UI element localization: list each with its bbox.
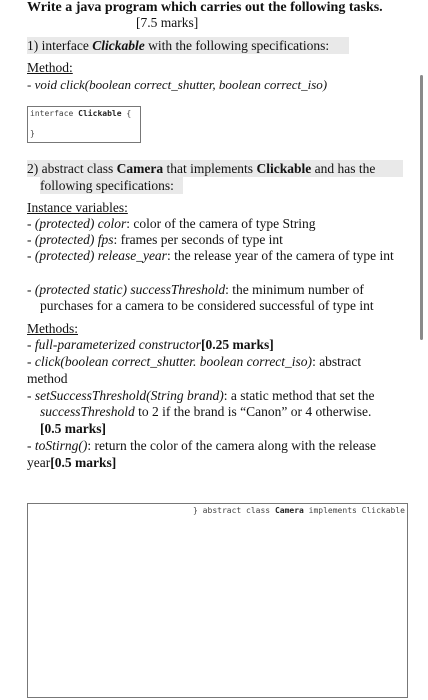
part2-heading-line2: following specifications: xyxy=(40,177,183,194)
method-tostring-cont: year[0.5 marks] xyxy=(27,455,117,470)
code-line-1: interface Clickable { xyxy=(30,109,132,118)
method-set-threshold: - setSuccessThreshold(String brand): a static method that set the xyxy=(27,388,375,403)
interface-code-box[interactable] xyxy=(27,106,141,143)
var-release-year: - (protected) release_year: the release year of the camera of type int xyxy=(27,248,394,263)
method-signature: - void click(boolean correct_shutter, boolean correct_iso) xyxy=(27,77,328,92)
var-color: - (protected) color: color of the camera of type String xyxy=(27,216,316,231)
method-click: - click(boolean correct_shutter. boolean correct_iso): abstract xyxy=(27,354,362,369)
method-tostring: - toStirng(): return the color of the camera along with the release xyxy=(27,438,376,453)
camera-code-box[interactable] xyxy=(27,503,408,698)
part1-heading: 1) interface Clickable with the following specifications: xyxy=(27,37,349,54)
part2-heading: 2) abstract class Camera that implements Clickable and has the xyxy=(27,160,403,177)
instance-variables-label: Instance variables: xyxy=(27,200,128,215)
total-marks: [7.5 marks] xyxy=(136,15,199,30)
var-success-threshold: - (protected static) successThreshold: the minimum number of purchases for a camera to be considered successful of type int xyxy=(27,282,374,313)
method-click-cont: method xyxy=(27,371,68,386)
code-line-2: } xyxy=(30,129,35,138)
method-set-threshold-marks: [0.5 marks] xyxy=(40,421,106,436)
method-set-threshold-cont: successThreshold to 2 if the brand is “Canon” or 4 otherwise. xyxy=(40,404,372,419)
method-label: Method: xyxy=(27,60,73,75)
page-title: Write a java program which carries out the following tasks. xyxy=(27,0,383,15)
method-constructor: - full-parameterized constructor[0.25 marks] xyxy=(27,337,274,352)
methods-label: Methods: xyxy=(27,321,79,336)
interface-name: Clickable xyxy=(92,38,145,53)
var-fps: - (protected) fps: frames per seconds of type int xyxy=(27,232,283,247)
scrollbar[interactable] xyxy=(420,75,423,340)
camera-code-line: } abstract class Camera implements Clickable xyxy=(193,506,405,515)
